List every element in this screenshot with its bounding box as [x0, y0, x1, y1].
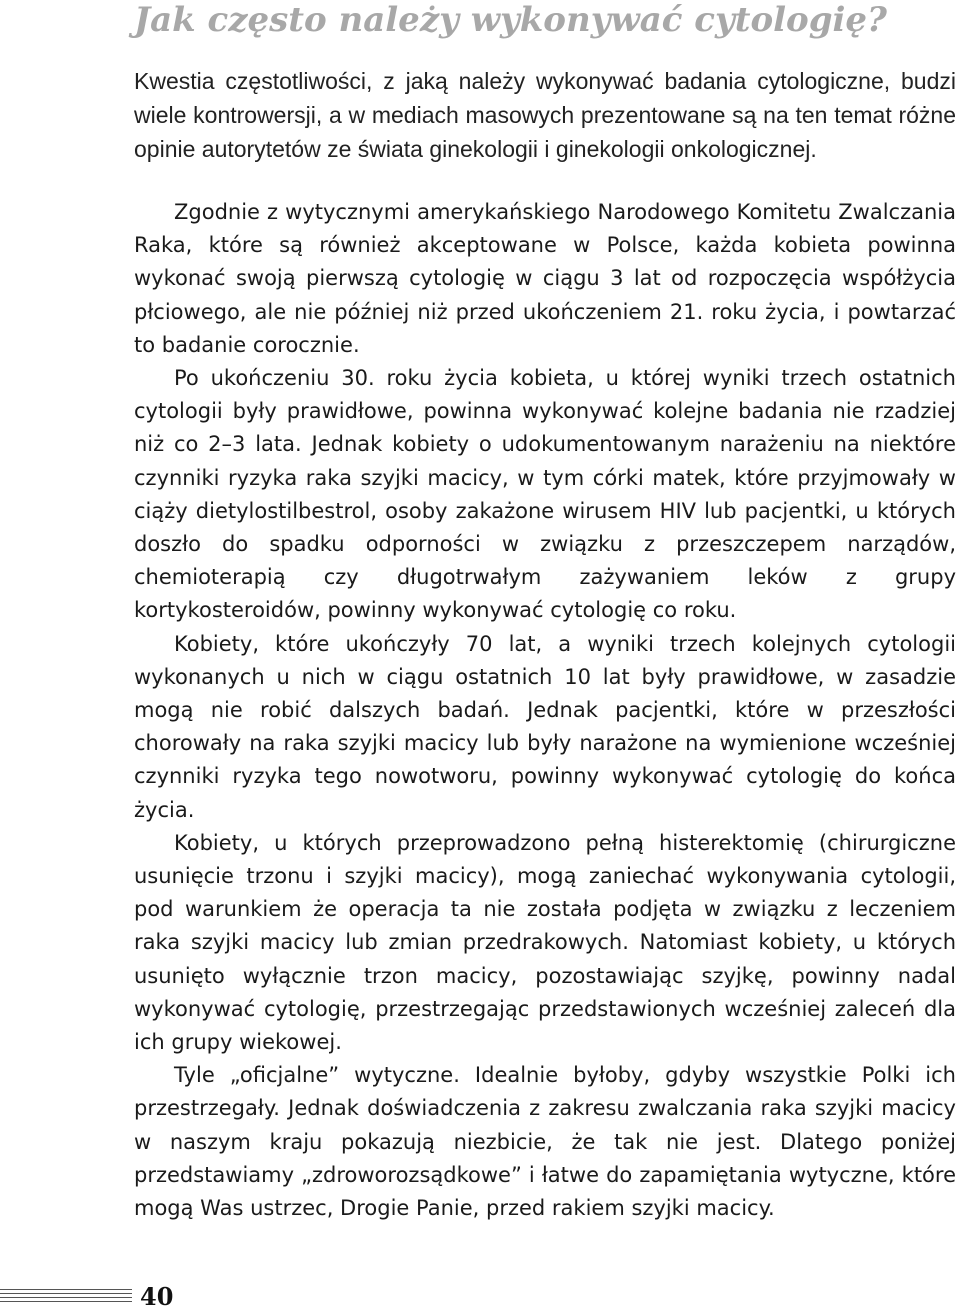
page-number: 40	[140, 1282, 174, 1311]
paragraph-guidelines: Zgodnie z wytycznymi amerykańskiego Narodowego Komitetu Zwalczania Raka, które są również akceptowane w Polsce, każda kobieta powinna wykonać swoją pierwszą cytologię w ciągu 3 lat od rozpoczęcia współżycia płciowego, ale nie później niż przed ukończeniem 21. roku życia, i powtarzać to badanie corocznie.	[134, 200, 956, 357]
page-title: Jak często należy wykonywać cytologię?	[134, 0, 887, 40]
paragraph-after-70: Kobiety, które ukończyły 70 lat, a wyniki trzech kolejnych cytologii wykonanych u nich w ciągu ostatnich 10 lat były prawidłowe, w zasadzie mogą nie robić dalszych badań. Jednak pacjentki, które w przeszłości chorowały na raka szyjki macicy lub były narażone na wymienione wcześniej czynniki ryzyka tego nowotworu, powinny wykonywać cytologię do końca życia.	[134, 631, 956, 822]
paragraph-hysterectomy: Kobiety, u których przeprowadzono pełną histerektomię (chirurgiczne usunięcie trzonu i szyjki macicy), mogą zaniechać wykonywania cytologii, pod warunkiem że operacja ta nie została podjęta w związku z leczeniem raka szyjki macicy lub zmian przedrakowych. Natomiast kobiety, u których usunięto wyłącznie trzon macicy, pozostawiając szyjkę, powinny nadal wykonywać cytologię, przestrzegając przedstawionych wcześniej zaleceń dla ich grupy wiekowej.	[134, 830, 956, 1055]
body-text	[134, 196, 956, 1225]
paragraph-after-30: Po ukończeniu 30. roku życia kobieta, u której wyniki trzech ostatnich cytologii były prawidłowe, powinna wykonywać kolejne badania nie rzadziej niż co 2–3 lata. Jednak kobiety o udokumentowanym narażeniu na niektóre czynniki ryzyka raka szyjki macicy, w tym córki matek, które przyjmowały w ciąży dietylostilbestrol, osoby zakażone wirusem HIV lub pacjentki, u których doszło do spadku odporności w związku z przeszczepem narządów, chemioterapią czy długotrwałym zażywaniem leków z grupy kortykosteroidów, powinny wykonywać cytologię co roku.	[134, 366, 956, 623]
intro-paragraph: Kwestia częstotliwości, z jaką należy wykonywać badania cytologiczne, budzi wiele kontrowersji, a w mediach masowych prezentowane są na ten temat różne opinie autorytetów ze świata ginekologii i ginekologii onkologicznej.	[134, 68, 956, 162]
footer-rule-lines	[0, 1289, 132, 1305]
paragraph-conclusion: Tyle „oficjalne” wytyczne. Idealnie byłoby, gdyby wszystkie Polki ich przestrzegały. Jednak doświadczenia z zakresu zwalczania raka szyjki macicy w naszym kraju pokazują niezbicie, że tak nie jest. Dlatego poniżej przedstawiamy „zdroworozsądkowe” i łatwe do zapamiętania wytyczne, które mogą Was ustrzec, Drogie Panie, przed rakiem szyjki macicy.	[134, 1063, 956, 1221]
